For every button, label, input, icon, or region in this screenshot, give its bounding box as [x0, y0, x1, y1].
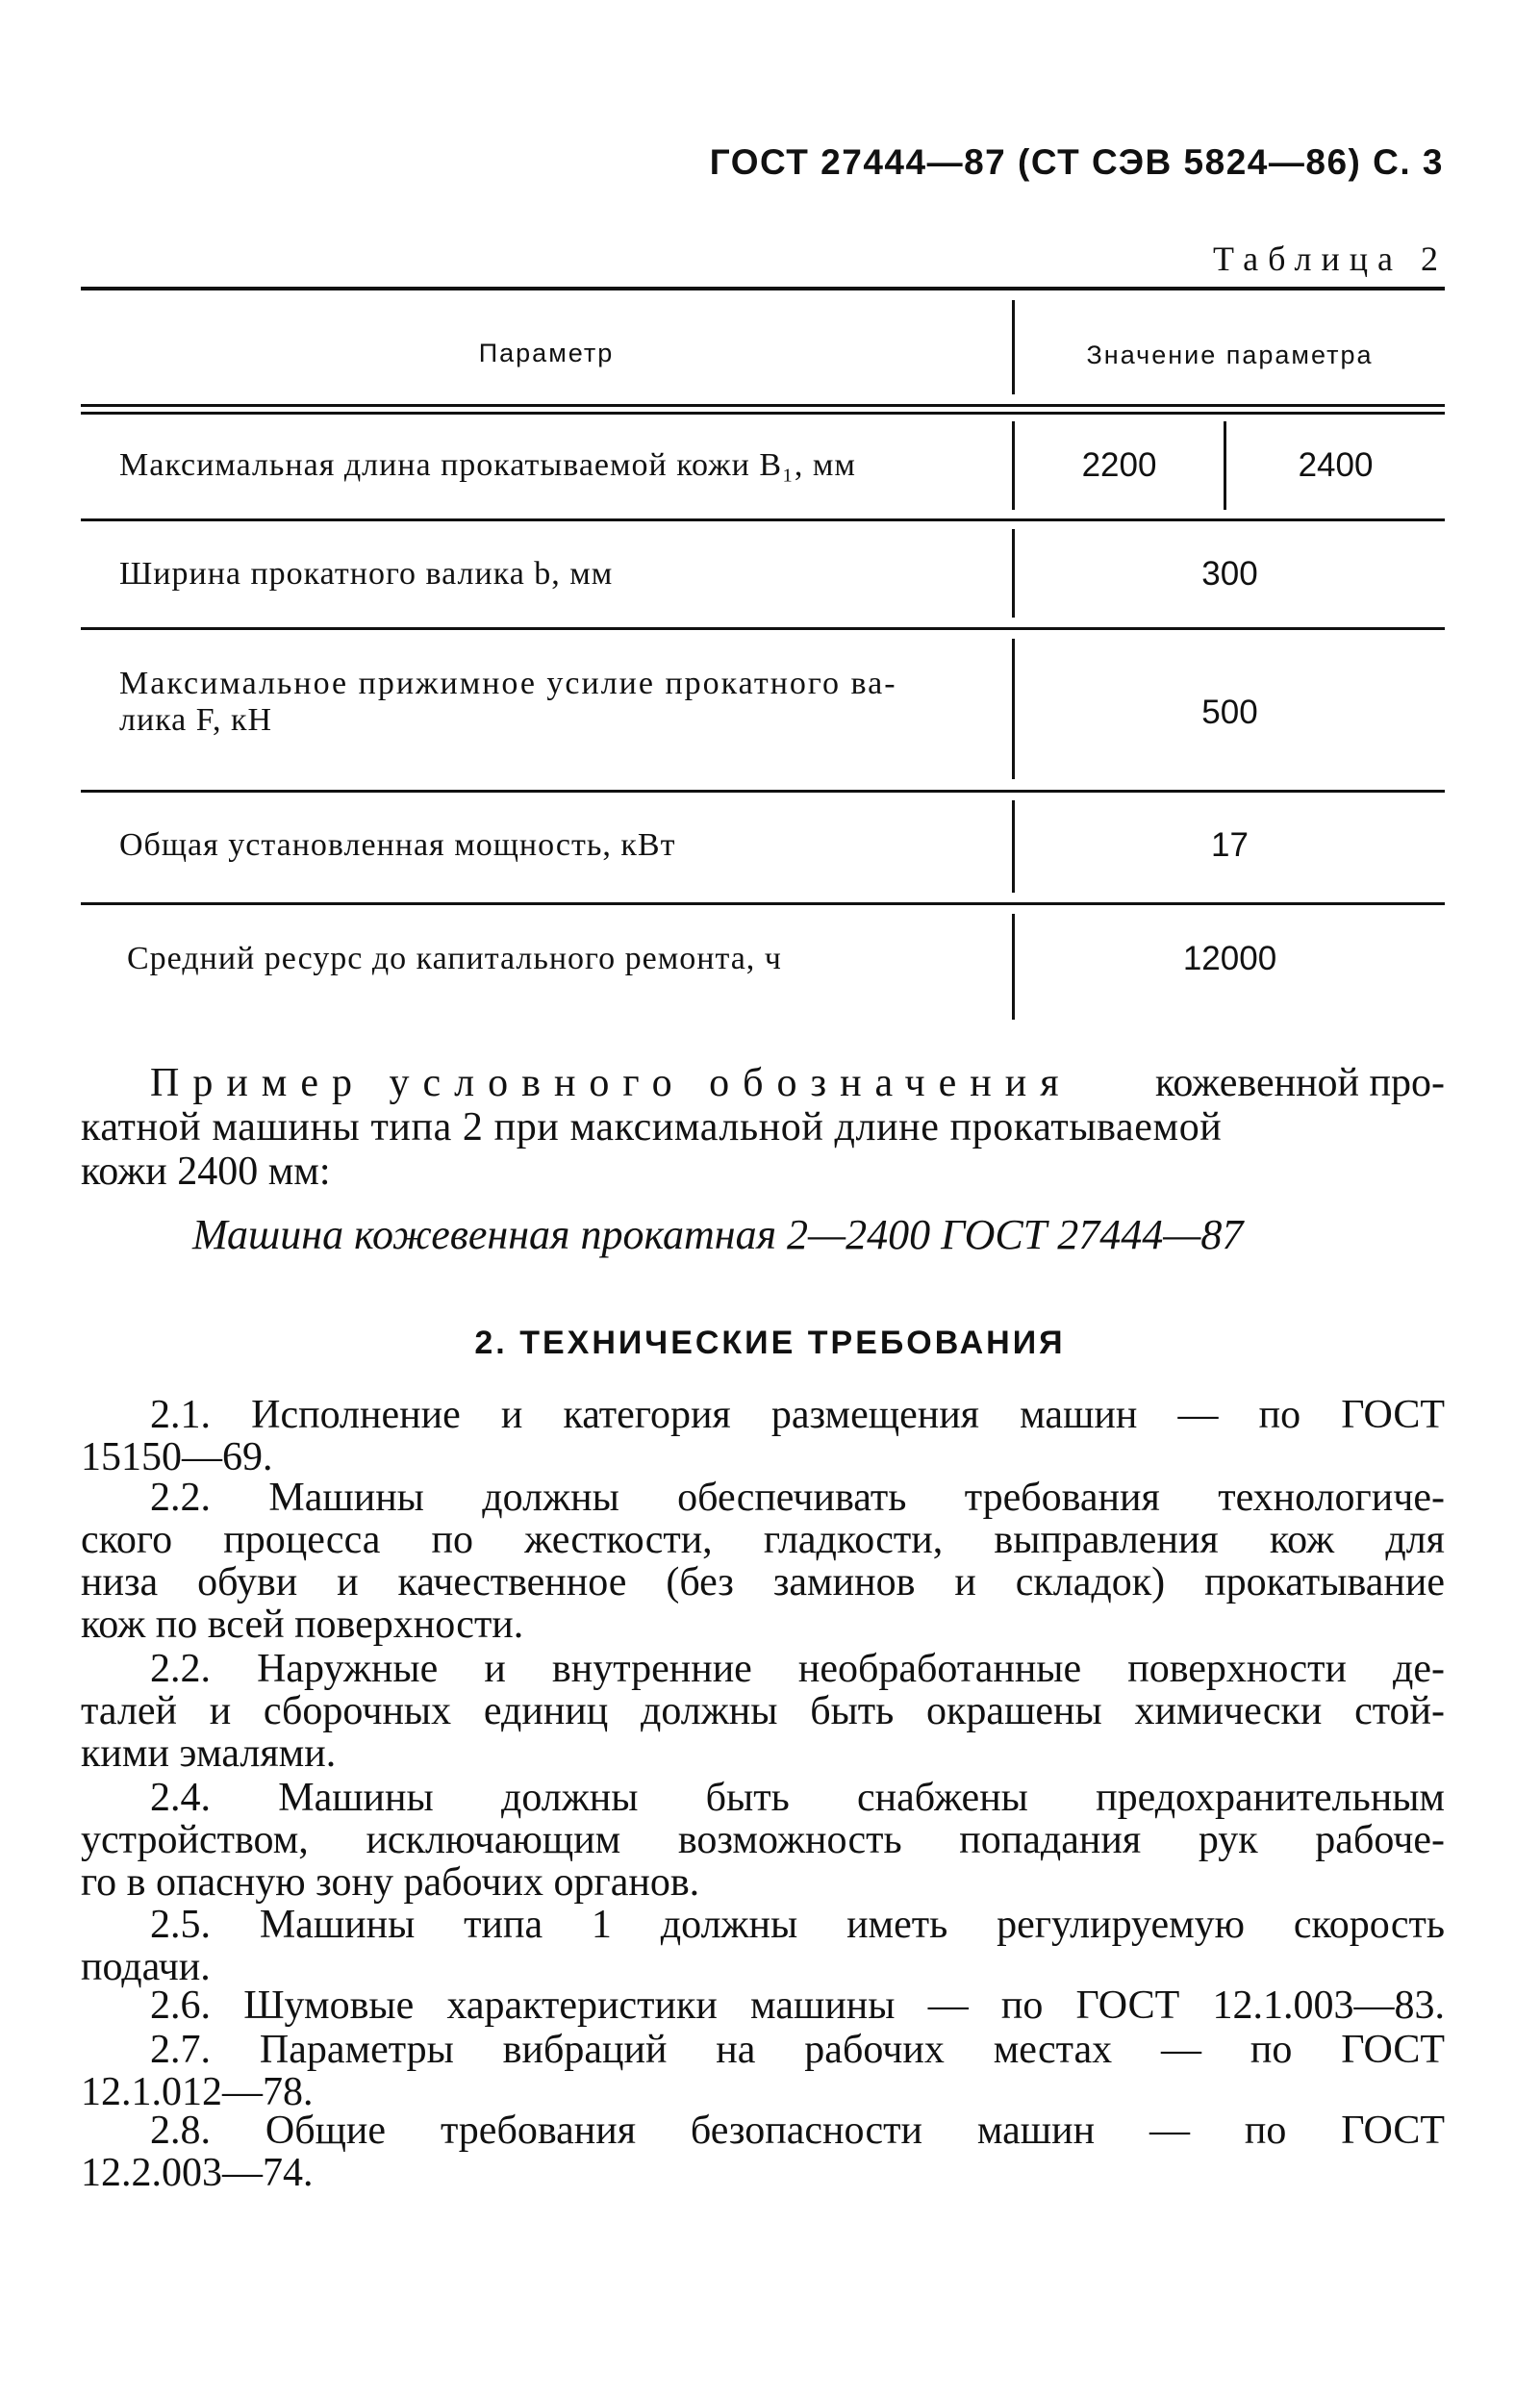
requirement-line: го в опасную зону рабочих органов.	[81, 1860, 700, 1905]
row-rule	[81, 518, 1445, 521]
example-line-2: катной машины типа 2 при максимальной длине прокатываемой	[81, 1105, 1223, 1149]
row-value-2400: 2400	[1298, 446, 1374, 484]
page-header: ГОСТ 27444—87 (СТ СЭВ 5824—86) С. 3	[709, 142, 1444, 182]
requirement-line: ского процесса по жесткости, гладкости, выправления кож для	[81, 1518, 1445, 1562]
example-line-3: кожи 2400 мм:	[81, 1149, 331, 1194]
requirement-line: низа обуви и качественное (без заминов и складок) прокатывание	[81, 1560, 1445, 1604]
requirement-line: 12.2.003—74.	[81, 2151, 314, 2195]
requirement-line: 15150—69.	[81, 1435, 273, 1479]
requirement-line: 2.8. Общие требования безопасности машин — по ГОСТ	[150, 2109, 1445, 2153]
requirement-line: кож по всей поверхности.	[81, 1603, 524, 1647]
column-header-parameter: Параметр	[478, 339, 615, 367]
example-lead: Пример условного обозначения	[150, 1061, 1073, 1105]
example-line-1	[81, 1061, 1445, 1105]
section-title: 2. ТЕХНИЧЕСКИЕ ТРЕБОВАНИЯ	[474, 1325, 1066, 1361]
row-value-300: 300	[1201, 555, 1258, 593]
row-value-12000: 12000	[1182, 940, 1277, 977]
row-value-17: 17	[1211, 826, 1249, 864]
requirement-line: устройством, исключающим возможность попадания рук рабоче-	[81, 1818, 1445, 1862]
row-rule	[81, 627, 1445, 630]
requirement-line: кими эмалями.	[81, 1731, 337, 1776]
requirement-line: 2.4. Машины должны быть снабжены предохранительным	[150, 1776, 1445, 1820]
row-param-resource: Средний ресурс до капитального ремонта, ч	[127, 941, 782, 976]
requirement-line: 2.2. Машины должны обеспечивать требования технологиче-	[150, 1476, 1445, 1520]
header-rule-1	[81, 404, 1445, 407]
row-rule	[81, 902, 1445, 905]
row-rule	[81, 790, 1445, 793]
row-param-max-length: Максимальная длина прокатываемой кожи B₁, мм	[119, 447, 856, 483]
requirement-line: талей и сборочных единиц должны быть окрашены химически стой-	[81, 1689, 1445, 1733]
row-param-max-force-line2: лика F, кН	[119, 702, 273, 738]
example-designation: Машина кожевенная прокатная 2—2400 ГОСТ 27444—87	[192, 1211, 1244, 1258]
requirement-line: 2.5. Машины типа 1 должны иметь регулируемую скорость	[150, 1903, 1445, 1947]
requirement-line: 2.2. Наружные и внутренние необработанные поверхности де-	[150, 1647, 1445, 1691]
table-top-rule	[81, 287, 1445, 291]
requirement-line: подачи.	[81, 1945, 211, 1989]
requirement-line: 2.7. Параметры вибраций на рабочих местах — по ГОСТ	[150, 2028, 1445, 2072]
requirement-line: 2.1. Исполнение и категория размещения машин — по ГОСТ	[150, 1393, 1445, 1437]
requirement-line: 2.6. Шумовые характеристики машины — по ГОСТ 12.1.003—83.	[150, 1983, 1445, 2028]
row-value-2200: 2200	[1081, 446, 1157, 484]
example-paragraph	[81, 1061, 1445, 1194]
row-param-max-force-line1: Максимальное прижимное усилие прокатного ва-	[119, 666, 897, 701]
requirement-line: 12.1.012—78.	[81, 2070, 314, 2114]
table-caption: Таблица 2	[1213, 240, 1448, 278]
example-lead-rest: кожевенной про-	[1155, 1061, 1445, 1105]
row-param-power: Общая установленная мощность, кВт	[119, 827, 676, 863]
row-value-500: 500	[1201, 694, 1258, 731]
row-param-roller-width: Ширина прокатного валика b, мм	[119, 556, 614, 592]
column-header-value: Значение параметра	[1086, 341, 1374, 369]
header-rule-2	[81, 412, 1445, 415]
